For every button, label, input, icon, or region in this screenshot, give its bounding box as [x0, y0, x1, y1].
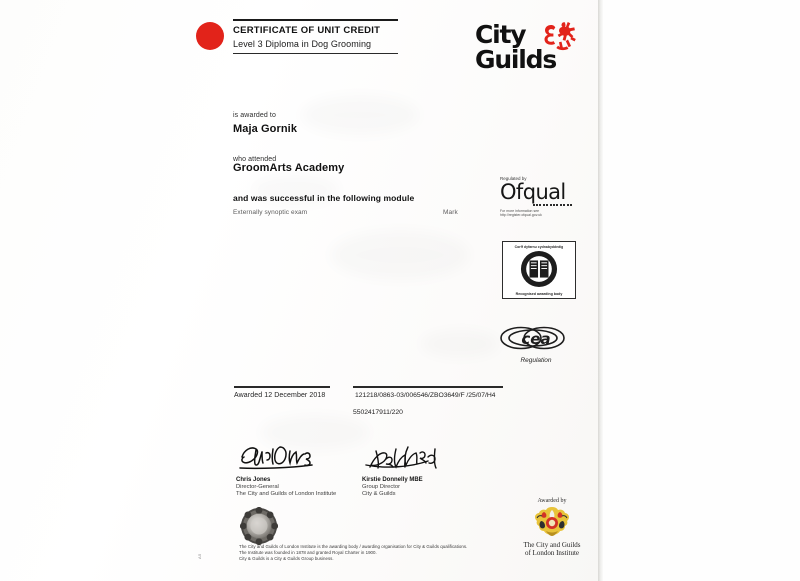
ofqual-dot-row: [500, 204, 572, 207]
svg-text:cea: cea: [521, 330, 551, 348]
signatory-1-role-line-1: Director-General: [236, 484, 279, 490]
crest-awarded-by-label: Awarded by: [537, 498, 567, 504]
crest-institute-name: [508, 541, 596, 558]
signatory-2-role: [362, 484, 400, 498]
ccea-wordmark-icon: [500, 325, 572, 351]
title-rule-bottom: [233, 53, 398, 54]
wales-english-text: Recognised awarding body: [515, 291, 563, 296]
brand-line-city: City: [475, 20, 526, 49]
background-area: [603, 0, 800, 581]
attended-label: who attended: [233, 156, 277, 163]
crest-institute-line-1: The City and Guilds: [523, 541, 581, 549]
kirstie-donnelly-signature-icon: [362, 443, 448, 475]
certificate-subtitle: Level 3 Diploma in Dog Grooming: [233, 39, 372, 49]
page-edge-mark: A5: [197, 553, 202, 559]
embossed-seal-icon: [240, 507, 278, 545]
wales-welsh-text: Corff dyfarnu cydnabyddedig: [514, 244, 564, 249]
coat-of-arms-icon: [531, 505, 573, 539]
qualifications-wales-mark: [502, 241, 576, 299]
footer-legal-text: [239, 544, 509, 563]
legal-line-2: The Institute was founded in 1878 and granted Royal Charter in 1900.: [239, 550, 377, 556]
scan-artifact: [420, 330, 500, 358]
module-heading: and was successful in the following module: [233, 193, 415, 203]
scan-artifact: [300, 95, 420, 135]
award-date: Awarded 12 December 2018: [234, 392, 326, 399]
signatory-1-name: Chris Jones: [236, 477, 271, 483]
legal-line-1: The City and Guilds of London Institute is the awarding body / awarding organisation for City & Guilds qualifications.: [239, 544, 468, 549]
recipient-name: Maja Gornik: [233, 123, 298, 135]
award-date-rule: [234, 386, 330, 388]
signatory-2-name: Kirstie Donnelly MBE: [362, 477, 423, 483]
reference-rule: [353, 386, 503, 388]
red-dot-emblem: [196, 22, 224, 50]
reference-number-primary: 121218/0863-03/006546/ZBO3649/F /25/07/H4: [355, 392, 496, 399]
ofqual-wordmark: Ofqual: [500, 180, 566, 204]
signatory-1-role: [236, 484, 336, 498]
title-rule-top: [233, 19, 398, 21]
mark-column-header: Mark: [443, 209, 458, 216]
certificate-title-block: [233, 19, 398, 54]
crest-institute-line-2: of London Institute: [524, 549, 580, 558]
awarded-to-label: is awarded to: [233, 112, 276, 119]
reference-number-secondary: 5502417911/220: [353, 409, 403, 416]
signatory-2-role-line-2: City & Guilds: [362, 491, 396, 498]
institution-name: GroomArts Academy: [233, 162, 345, 174]
awarded-by-crest-block: [508, 498, 596, 558]
ofqual-regulated-by-label: Regulated by: [500, 176, 527, 181]
ccea-subtitle: Regulation: [520, 357, 552, 364]
city-and-guilds-logo: [475, 22, 580, 78]
lion-icon: [531, 19, 579, 59]
chris-jones-signature-icon: [236, 441, 336, 475]
qualifications-wales-emblem-icon: [520, 250, 558, 288]
signatory-1-role-line-2: The City and Guilds of London Institute: [236, 491, 337, 498]
ofqual-logo: [500, 176, 580, 217]
signatory-2-role-line-1: Group Director: [362, 484, 401, 490]
page-title: CERTIFICATE OF UNIT CREDIT: [233, 25, 381, 36]
ccea-regulation-logo: [500, 325, 572, 364]
scan-artifact: [330, 230, 470, 280]
ofqual-fine-print: For more information see http://register.ofqual.gov.uk: [500, 209, 542, 217]
legal-line-3: City & Guilds is a City & Guilds Group business.: [239, 556, 334, 562]
brand-line-guilds: Guilds: [475, 45, 557, 74]
module-name: Externally synoptic exam: [233, 209, 308, 216]
